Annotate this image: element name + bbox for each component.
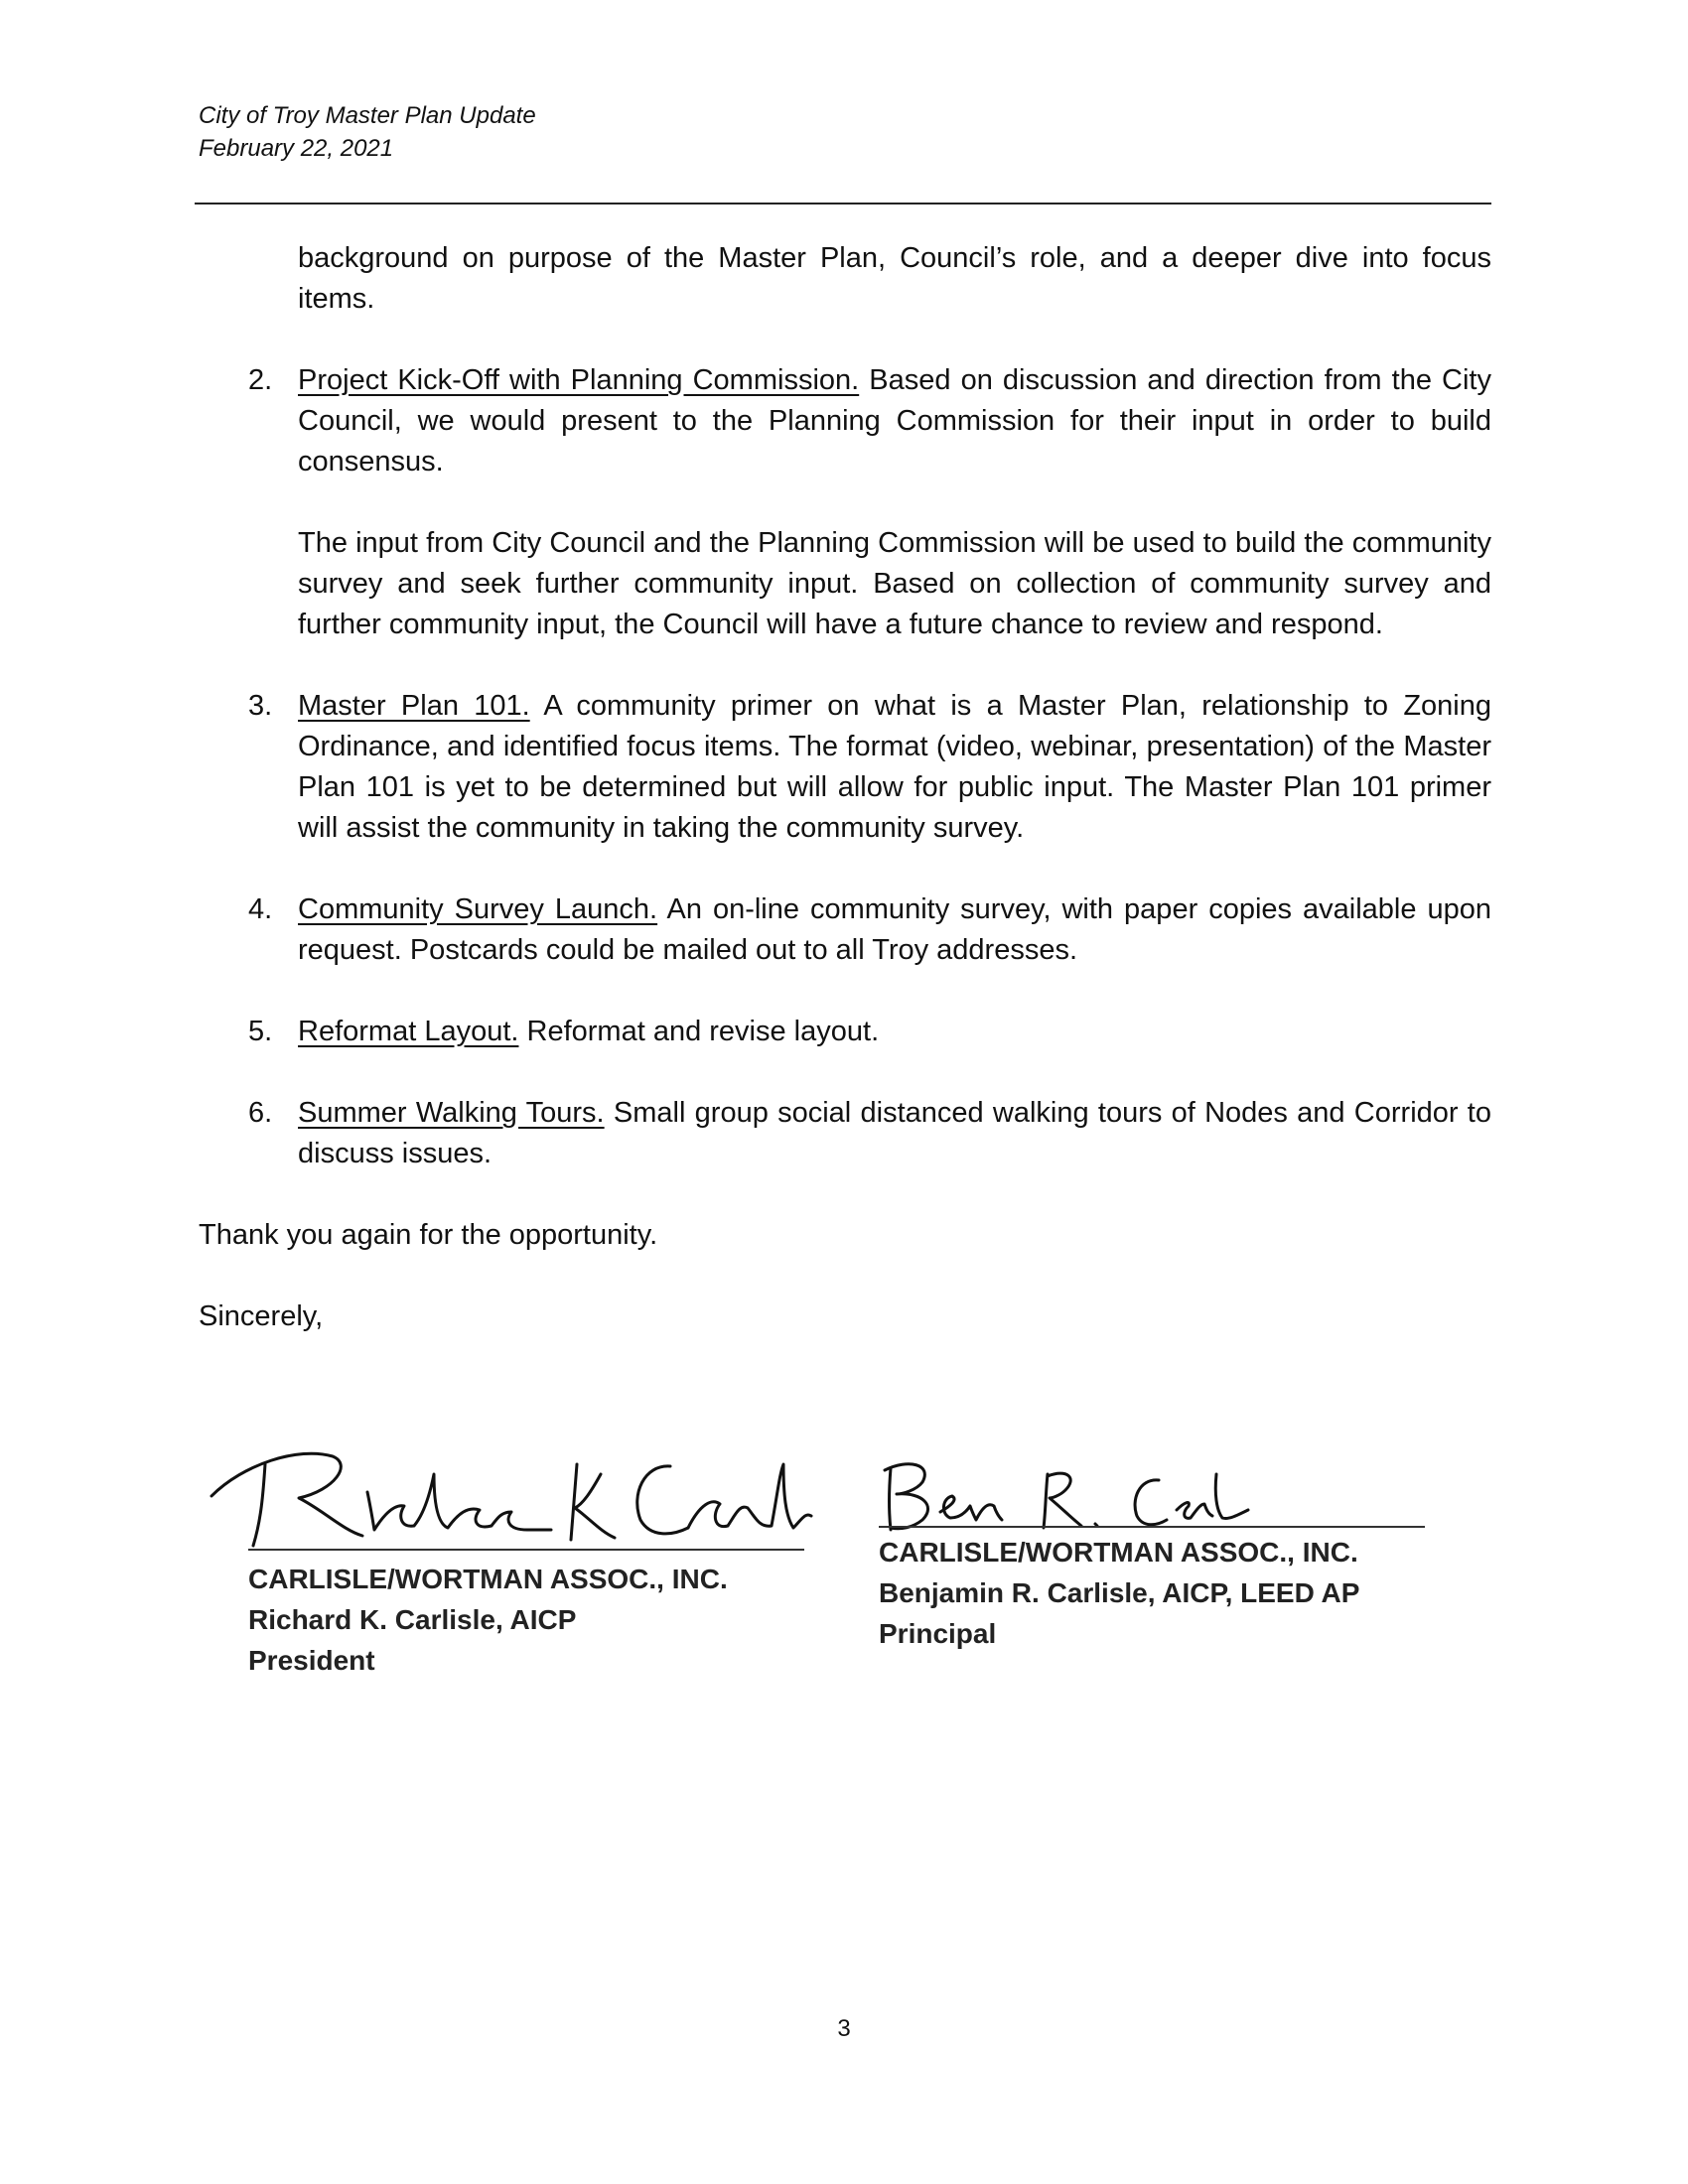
item-text: Small group social distanced walking tours of Nodes and Corridor to discuss issues. [298,1097,1491,1169]
item-number: 2. [248,364,273,396]
company-name: CARLISLE/WORTMAN ASSOC., INC. [248,1564,728,1594]
signature-benjamin-carlisle [879,1454,1256,1534]
signature-line-right [879,1526,1425,1528]
item-number: 3. [248,690,273,722]
item-text: An on-line community survey, with paper copies available upon request. Postcards could be mailed out to all Troy addresses. [298,893,1492,966]
signer-name: Benjamin R. Carlisle, AICP, LEED AP [879,1577,1360,1608]
item-text: Reformat and revise layout. [518,1016,880,1047]
closing-line: Sincerely, [199,1300,324,1332]
continuation-paragraph: background on purpose of the Master Plan, Council’s role, and a deeper dive into focus items. [298,242,1491,315]
signature-line-left [248,1549,804,1551]
header-title: City of Troy Master Plan Update [199,102,536,129]
list-item [199,889,1491,971]
action-list [199,360,1491,1174]
item-title: Master Plan 101. [298,690,530,722]
item-title: Community Survey Launch. [298,893,658,925]
list-item [199,686,1491,849]
signature-block-left [248,1559,728,1681]
page-number: 3 [837,2015,851,2042]
item2-followup-paragraph: The input from City Council and the Planning Commission will be used to build the community survey and seek further community input. Based on collection of community survey and further community input, the Council will have a future chance to review and respond. [298,527,1491,640]
list-item [199,360,1491,482]
item-text: Based on discussion and direction from the City Council, we would present to the Planning Commission for their input in order to build consensus. [298,364,1491,478]
list-item [199,1012,1491,1052]
header-divider [195,203,1491,205]
item-number: 4. [248,893,273,925]
thanks-line: Thank you again for the opportunity. [199,1219,658,1251]
signature-block-right [879,1532,1359,1654]
document-header [199,99,536,165]
signer-name: Richard K. Carlisle, AICP [248,1604,577,1635]
signer-title: President [248,1645,375,1676]
item-title: Reformat Layout. [298,1016,519,1047]
item-number: 6. [248,1097,273,1129]
header-date: February 22, 2021 [199,135,394,162]
signer-title: Principal [879,1618,997,1649]
letter-body [199,238,1491,1337]
item-number: 5. [248,1016,273,1047]
signature-richard-carlisle [204,1434,819,1554]
company-name: CARLISLE/WORTMAN ASSOC., INC. [879,1537,1358,1568]
list-item [199,1093,1491,1174]
item-text: A community primer on what is a Master Plan, relationship to Zoning Ordinance, and identified focus items. The format (video, webinar, presentation) of the Master Plan 101 is yet to be determined but will allow for public input. The Master Plan 101 primer will assist the community in taking the community survey. [298,690,1491,844]
item-title: Project Kick-Off with Planning Commission. [298,364,860,396]
item-title: Summer Walking Tours. [298,1097,605,1129]
